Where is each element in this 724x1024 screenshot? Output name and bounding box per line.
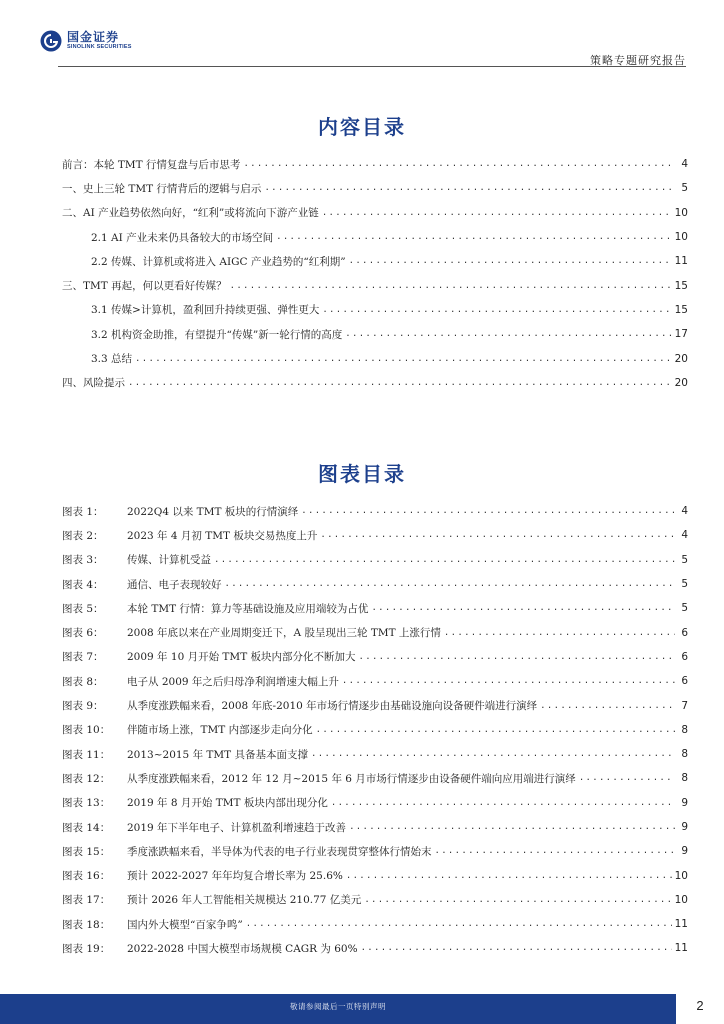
toc-entry-label: 前言：本轮 TMT 行情复盘与后市思考 [62, 158, 241, 171]
figure-entry[interactable] [62, 766, 688, 790]
figure-entry-label: 预计 2026 年人工智能相关规模达 210.77 亿美元 [127, 894, 362, 907]
figure-entry-label: 国内外大模型“百家争鸣” [127, 918, 243, 931]
figure-entry[interactable] [62, 912, 688, 936]
toc-entry-page: 15 [674, 303, 688, 316]
figure-entry-number: 图表 15： [62, 845, 111, 858]
dot-leader [225, 578, 676, 590]
toc-entry-page: 10 [674, 206, 688, 219]
figure-entry[interactable] [62, 669, 688, 693]
figure-entry[interactable] [62, 645, 688, 669]
figure-entry[interactable] [62, 596, 688, 620]
toc-entry-label: 3.2 机构资金助推，有望提升“传媒”新一轮行情的高度 [91, 328, 343, 341]
figure-entry-page: 11 [674, 942, 688, 955]
figure-entry-page: 10 [674, 893, 688, 906]
figure-entry[interactable] [62, 839, 688, 863]
figure-entry-page: 11 [674, 918, 688, 931]
figure-entry-label: 2019 年 8 月开始 TMT 板块内部出现分化 [127, 797, 328, 810]
figure-entry-number: 图表 11： [62, 748, 111, 761]
toc-entry-page: 20 [674, 352, 688, 365]
logo-english-name: SINOLINK SECURITIES [67, 44, 132, 50]
figure-entry-page: 8 [681, 772, 688, 785]
dot-leader [345, 328, 671, 340]
toc-entry[interactable] [62, 298, 688, 322]
toc-entry-page: 15 [674, 279, 688, 292]
dot-leader [331, 797, 675, 809]
toc-entry[interactable] [62, 152, 688, 176]
figure-entry[interactable] [62, 572, 688, 596]
dot-leader [346, 870, 672, 882]
figure-entry-label: 季度涨跌幅来看，半导体为代表的电子行业表现贯穿整体行情始末 [127, 845, 432, 858]
toc-entry-page: 17 [674, 328, 688, 341]
toc-entry-page: 4 [681, 158, 688, 171]
figure-entry-label: 伴随市场上涨，TMT 内部逐步走向分化 [127, 724, 313, 737]
figure-entry[interactable] [62, 693, 688, 717]
toc-entry-page: 20 [674, 376, 688, 389]
figure-entry-page: 4 [681, 505, 688, 518]
dot-leader [322, 207, 672, 219]
figure-entry-label: 2022-2028 中国大模型市场规模 CAGR 为 60% [127, 942, 358, 955]
toc-entry-page: 5 [681, 182, 688, 195]
toc-entry-label: 二、AI 产业趋势依然向好，“红利”或将流向下游产业链 [62, 207, 319, 220]
figure-entry-page: 7 [681, 699, 688, 712]
toc-entry-label: 四、风险提示 [62, 377, 125, 390]
figure-entry-number: 图表 17： [62, 894, 111, 907]
company-logo [40, 30, 132, 52]
figure-entry-number: 图表 10： [62, 724, 111, 737]
dot-leader [276, 231, 672, 243]
toc-entry-label: 3.1 传媒>计算机，盈利回升持续更强、弹性更大 [91, 304, 320, 317]
figure-list [62, 499, 688, 961]
figure-entry[interactable] [62, 863, 688, 887]
header-divider [58, 66, 686, 67]
toc-entry[interactable] [62, 176, 688, 200]
dot-leader [214, 554, 675, 566]
dot-leader [342, 675, 675, 687]
dot-leader [230, 280, 672, 292]
dot-leader [444, 627, 675, 639]
sinolink-logo-icon [40, 30, 62, 52]
figure-entry[interactable] [62, 499, 688, 523]
figure-entry-number: 图表 14： [62, 821, 111, 834]
figure-entry-number: 图表 3： [62, 554, 104, 567]
dot-leader [349, 821, 675, 833]
figure-entry-label: 2022Q4 以来 TMT 板块的行情演绎 [127, 505, 299, 518]
figure-entry-label: 2019 年下半年电子、计算机盈利增速趋于改善 [127, 821, 347, 834]
figure-entry-number: 图表 6： [62, 627, 104, 640]
toc-entry-label: 2.1 AI 产业未来仍具备较大的市场空间 [91, 231, 274, 244]
figure-entry-page: 9 [681, 845, 688, 858]
toc-title: 内容目录 [318, 115, 406, 139]
dot-leader [361, 942, 672, 954]
dot-leader [246, 918, 672, 930]
figure-entry-label: 2013~2015 年 TMT 具备基本面支撑 [127, 748, 309, 761]
figure-entry-number: 图表 19： [62, 942, 111, 955]
toc-entry-label: 三、TMT 再起，何以更看好传媒？ [62, 280, 227, 293]
figure-entry-number: 图表 9： [62, 700, 104, 713]
logo-chinese-name: 国金证券 [67, 30, 120, 44]
toc-entry-label: 一、史上三轮 TMT 行情背后的逻辑与启示 [62, 182, 262, 195]
dot-leader [540, 700, 675, 712]
dot-leader [311, 748, 675, 760]
toc-entry-label: 2.2 传媒、计算机或将进入 AIGC 产业趋势的“红利期” [91, 255, 346, 268]
figure-entry[interactable] [62, 742, 688, 766]
figure-entry-number: 图表 8： [62, 675, 104, 688]
figure-entry-label: 2008 年底以来在产业周期变迁下，A 股呈现出三轮 TMT 上涨行情 [127, 627, 441, 640]
figure-entry-page: 9 [681, 821, 688, 833]
figure-entry-page: 8 [681, 748, 688, 761]
figure-entry-number: 图表 7： [62, 651, 104, 664]
report-type-label: 策略专题研究报告 [590, 54, 686, 67]
figure-entry-number: 图表 13： [62, 797, 111, 810]
figure-entry-number: 图表 16： [62, 870, 111, 883]
dot-leader [320, 529, 675, 541]
figure-entry-label: 预计 2022-2027 年年均复合增长率为 25.6% [127, 870, 343, 883]
figure-list-title: 图表目录 [318, 462, 406, 486]
dot-leader [243, 158, 675, 170]
page-header [0, 0, 724, 70]
dot-leader [349, 255, 672, 267]
figure-entry-label: 通信、电子表现较好 [127, 578, 222, 591]
figure-entry-number: 图表 5： [62, 602, 104, 615]
figure-entry-page: 6 [681, 626, 688, 639]
toc-entry[interactable] [62, 322, 688, 346]
figure-entry[interactable] [62, 548, 688, 572]
dot-leader [264, 182, 675, 194]
figure-entry-label: 2009 年 10 月开始 TMT 板块内部分化不断加大 [127, 651, 356, 664]
figure-entry-page: 8 [681, 723, 688, 736]
figure-entry-label: 电子从 2009 年之后归母净利润增速大幅上升 [127, 675, 339, 688]
figure-entry[interactable] [62, 718, 688, 742]
figure-entry-label: 从季度涨跌幅来看，2008 年底-2010 年市场行情逐步由基础设施向设备硬件端进行演绎 [127, 700, 538, 713]
dot-leader [128, 377, 672, 389]
toc-entry-label: 3.3 总结 [91, 353, 133, 366]
toc-entry[interactable] [62, 273, 688, 297]
toc-entry[interactable] [62, 201, 688, 225]
figure-entry[interactable] [62, 888, 688, 912]
footer-disclaimer: 敬请参阅最后一页特别声明 [290, 1002, 386, 1011]
dot-leader [435, 845, 676, 857]
page-number: 2 [696, 998, 704, 1013]
figure-entry-label: 2023 年 4 月初 TMT 板块交易热度上升 [127, 529, 318, 542]
dot-leader [579, 772, 675, 784]
figure-entry-page: 6 [681, 650, 688, 663]
toc-list [62, 152, 688, 395]
figure-entry-number: 图表 1： [62, 505, 104, 518]
toc-entry-page: 10 [674, 231, 688, 244]
toc-entry-page: 11 [674, 255, 688, 268]
figure-entry[interactable] [62, 791, 688, 815]
dot-leader [359, 651, 675, 663]
figure-entry[interactable] [62, 523, 688, 547]
figure-entry-page: 5 [681, 602, 688, 615]
figure-entry-page: 5 [681, 553, 688, 566]
dot-leader [301, 505, 675, 517]
figure-entry[interactable] [62, 936, 688, 960]
figure-entry-page: 10 [674, 869, 688, 882]
figure-entry-page: 4 [681, 529, 688, 542]
dot-leader [316, 724, 675, 736]
dot-leader [371, 602, 675, 614]
dot-leader [135, 353, 672, 365]
figure-entry-page: 5 [681, 578, 688, 591]
figure-entry-page: 6 [681, 675, 688, 688]
figure-entry-label: 从季度涨跌幅来看，2012 年 12 月~2015 年 6 月市场行情逐步由设备硬件端向应用端进行演绎 [127, 772, 576, 785]
toc-entry[interactable] [62, 249, 688, 273]
dot-leader [364, 894, 671, 906]
figure-entry-number: 图表 18： [62, 918, 111, 931]
figure-entry-number: 图表 12： [62, 772, 111, 785]
figure-entry-number: 图表 2： [62, 529, 104, 542]
figure-entry[interactable] [62, 815, 688, 839]
figure-entry[interactable] [62, 620, 688, 644]
figure-entry-label: 传媒、计算机受益 [127, 554, 211, 567]
figure-entry-page: 9 [681, 796, 688, 809]
toc-entry[interactable] [62, 346, 688, 370]
figure-entry-label: 本轮 TMT 行情：算力等基础设施及应用端较为占优 [127, 602, 369, 615]
toc-entry[interactable] [62, 225, 688, 249]
toc-entry[interactable] [62, 371, 688, 395]
dot-leader [322, 304, 671, 316]
figure-entry-number: 图表 4： [62, 578, 104, 591]
